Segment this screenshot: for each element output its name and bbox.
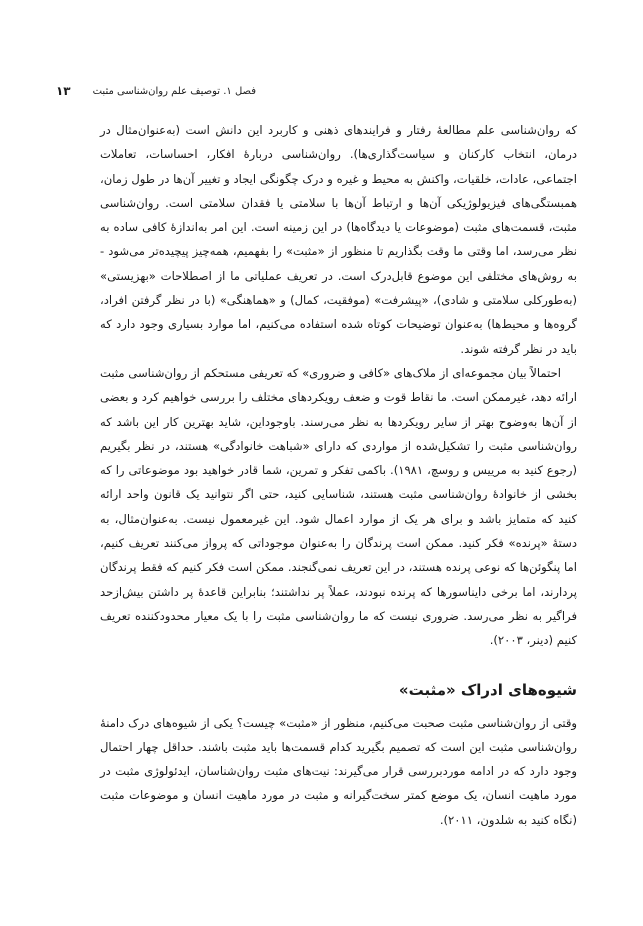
page-number: ۱۳ <box>55 84 71 98</box>
section-heading: شیوه‌های ادراک «مثبت» <box>398 680 577 699</box>
paragraph-ways-of-positive: وقتی از روان‌شناسی مثبت صحبت می‌کنیم، منظور از «مثبت» چیست؟ یکی از شیوه‌های درک دامنهٔ روان‌شناسی مثبت این است که تصمیم بگیرید کدام قسمت‌ها باید مثبت باشند. حداقل چهار احتمال وجود دارد که در ادامه موردبررسی قرار می‌گیرند: نیت‌های مثبت روان‌شناسان، ایدئولوژی مثبت در مورد ماهیت انسان، یک موضع کمتر سخت‌گیرانه و مثبت در مورد ماهیت انسان و موضوعات مثبت (نگاه کنید به شلدون، ۲۰۱۱). <box>100 715 577 827</box>
paragraph-family-resemblance: احتمالاً بیان مجموعه‌ای از ملاک‌های «کافی و ضروری» که تعریفی مستحکم از روان‌شناسی مثبت ارائه دهد، غیرممکن است. ما نقاط قوت و ضعف رویکردهای مختلف را بررسی خواهیم کرد و بعضی از آن‌ها به‌وضوح بهتر از سایر رویکردها به نظر می‌رسند. باوجوداین، شاید بهترین کار این باشد که روان‌شناسی مثبت را تشکیل‌شده از مواردی که دارای «شباهت خانوادگی» هستند، در نظر بگیریم (رجوع کنید به مرییس و روسچ، ۱۹۸۱). باکمی تفکر و تمرین، شما قادر خواهید بود موضوعاتی را که بخشی از خانوادهٔ روان‌شناسی مثبت هستند، شناسایی کنید، حتی اگر نتوانید یک قانون واحد ارائه کنید که متمایز باشد و برای هر یک از موارد اعمال شود. این غیرمعمول نیست. به‌عنوان‌مثال، به دستهٔ «پرنده» فکر کنید. ممکن است پرندگان را به‌عنوان موجوداتی که پرواز می‌کنند تعریف کنیم، اما پنگوئن‌ها که نوعی پرنده هستند، در این تعریف نمی‌گنجند. ممکن است فکر کنیم که فقط پرندگان پردارند، اما برخی دایناسورها که پرنده نبودند، عملاً پر نداشتند؛ بنابراین قاعدهٔ پر داشتن بیش‌ازحد فراگیر به نظر می‌رسد. ضروری نیست که ما روان‌شناسی مثبت را با یک معیار محدودکننده تعریف کنیم (دینر، ۲۰۰۳). <box>100 365 578 648</box>
paragraph-intro: که روان‌شناسی علم مطالعهٔ رفتار و فرایندهای ذهنی و کاربرد این دانش است (به‌عنوان‌مثال در درمان، انتخاب کارکنان و سیاست‌گذاری‌ها). روان‌شناسی دربارهٔ افکار، احساسات، تعاملات اجتماعی، عادات، خلقیات، واکنش به محیط و غیره و درک چگونگی ایجاد و تغییر آن‌ها در طول زمان، همبستگی‌های فیزیولوژیکی آن‌ها و ارتباط آن‌ها با سلامتی یا فقدان سلامتی است. روان‌شناسی مثبت، قسمت‌های مثبت (موضوعات یا دیدگاه‌ها) در این زمینه است. این امر به‌اندازهٔ کافی ساده به نظر می‌رسد، اما وقتی ما وقت بگذاریم تا منظور از «مثبت» را بفهمیم، همه‌چیز پیچیده‌تر می‌شود - به روش‌های مختلفی این موضوع قابل‌درک است. در تعریف عملیاتی ما از اصطلاحات «بهزیستی» (به‌طورکلی سلامتی و شادی)، «پیشرفت» (موفقیت، کمال) و «هماهنگی» (با در نظر گرفتن افراد، گروه‌ها و محیط‌ها) به‌عنوان توضیحات کوتاه شده استفاده می‌کنیم، اما موارد بسیاری وجود دارد که باید در نظر گرفته شوند. <box>100 123 577 356</box>
chapter-title: فصل ۱. توصیف علم روان‌شناسی مثبت <box>92 85 256 97</box>
running-header <box>55 81 256 101</box>
body-text <box>100 118 577 832</box>
